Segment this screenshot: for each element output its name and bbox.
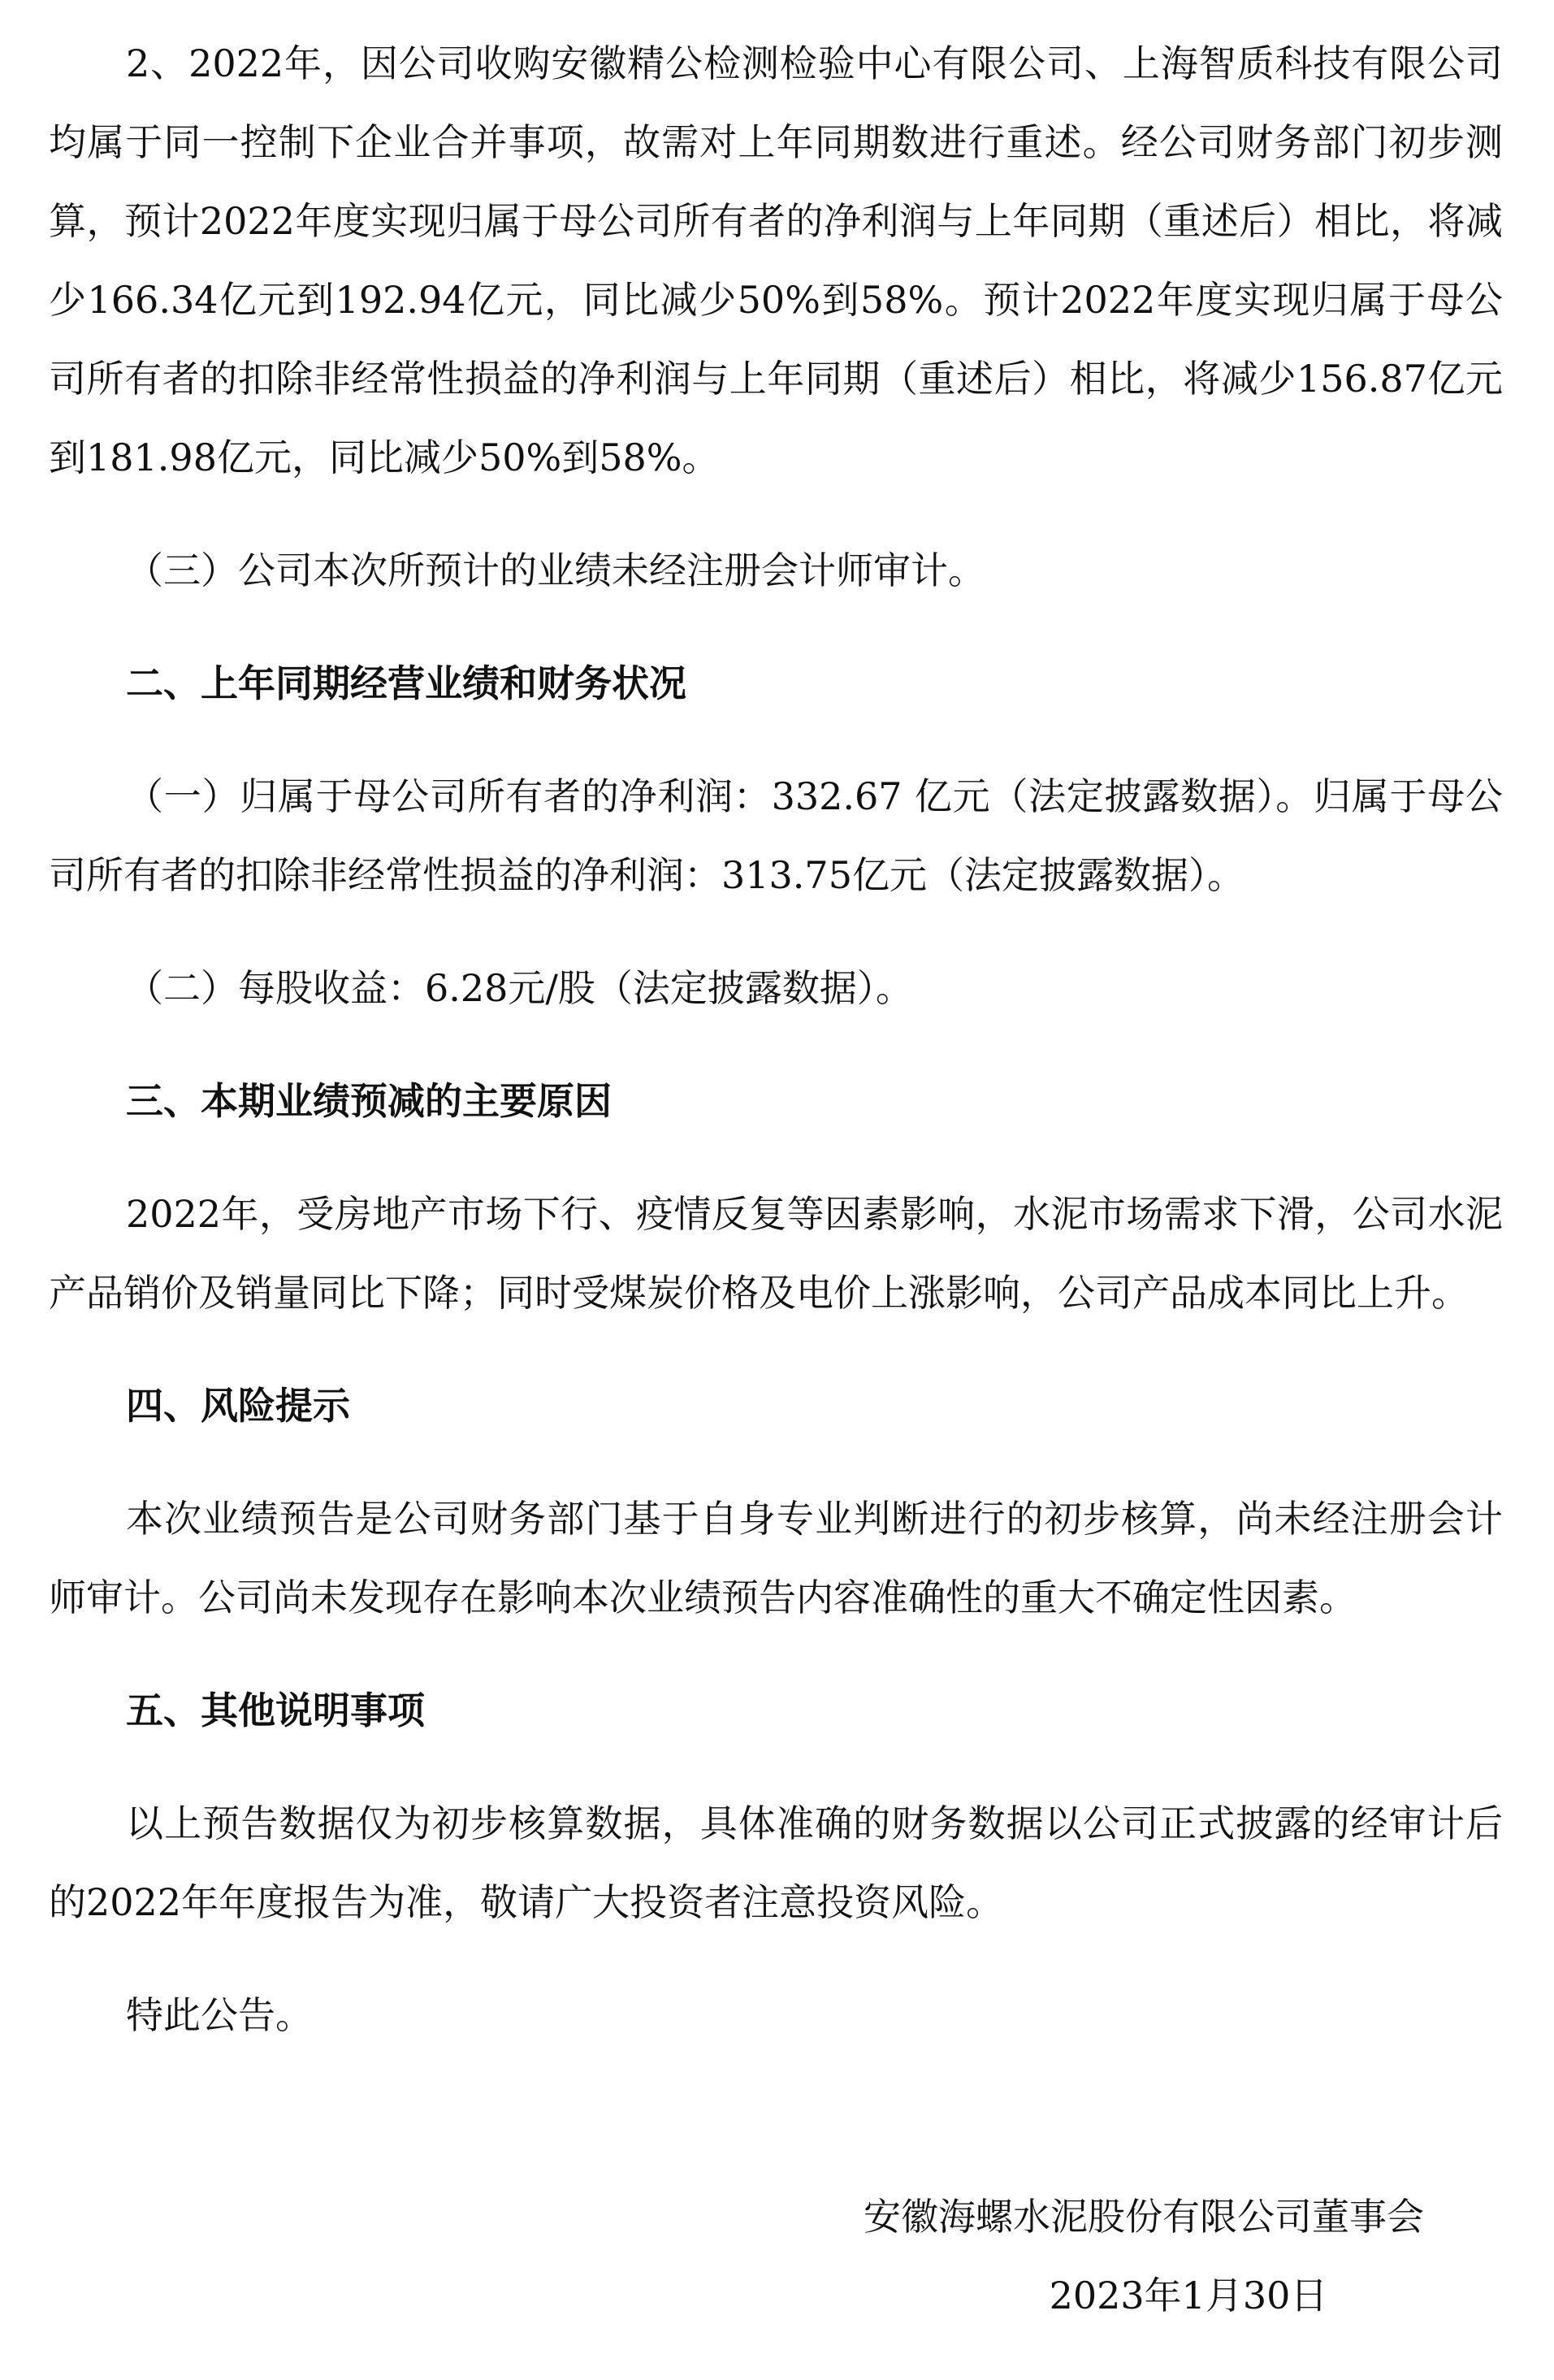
- heading-other: 五、其他说明事项: [126, 1689, 425, 1732]
- paragraph-other: 以上预告数据仅为初步核算数据，具体准确的财务数据以公司正式披露的经审计后的2022年年度报告为准，敬请广大投资者注意投资风险。: [49, 1801, 1503, 1924]
- heading-reasons: 三、本期业绩预减的主要原因: [126, 1079, 612, 1123]
- signature-date: 2023年1月30日: [1049, 2274, 1328, 2317]
- paragraph-closing: 特此公告。: [126, 1993, 313, 2037]
- paragraph-risk: 本次业绩预告是公司财务部门基于自身专业判断进行的初步核算，尚未经注册会计师审计。公司尚未发现存在影响本次业绩预告内容准确性的重大不确定性因素。: [49, 1497, 1503, 1619]
- announcement-body: [49, 24, 1503, 2055]
- paragraph-eps: （二）每股收益：6.28元/股（法定披露数据）。: [126, 966, 913, 1010]
- heading-prior-year: 二、上年同期经营业绩和财务状况: [126, 661, 686, 705]
- paragraph-unaudited: （三）公司本次所预计的业绩未经注册会计师审计。: [126, 548, 985, 592]
- paragraph-restatement: 2、2022年，因公司收购安徽精公检测检验中心有限公司、上海智质科技有限公司均属于同一控制下企业合并事项，故需对上年同期数进行重述。经公司财务部门初步测算，预计2022年度实现归属于母公司所有者的净利润与上年同期（重述后）相比，将减少166.34亿元到192.94亿元，同比减少50%到58%。预计2022年度实现归属于母公司所有者的扣除非经常性损益的净利润与上年同期（重述后）相比，将减少156.87亿元到181.98亿元，同比减少50%到58%。: [49, 41, 1503, 479]
- paragraph-reasons: 2022年，受房地产市场下行、疫情反复等因素影响，水泥市场需求下滑，公司水泥产品销价及销量同比下降；同时受煤炭价格及电价上涨影响，公司产品成本同比上升。: [49, 1192, 1503, 1315]
- signature-block: [864, 2178, 1424, 2335]
- heading-risk: 四、风险提示: [126, 1384, 350, 1428]
- signature-company: 安徽海螺水泥股份有限公司董事会: [864, 2195, 1424, 2239]
- paragraph-net-profit: （一）归属于母公司所有者的净利润：332.67 亿元（法定披露数据）。归属于母公司所有者的扣除非经常性损益的净利润：313.75亿元（法定披露数据）。: [49, 774, 1503, 897]
